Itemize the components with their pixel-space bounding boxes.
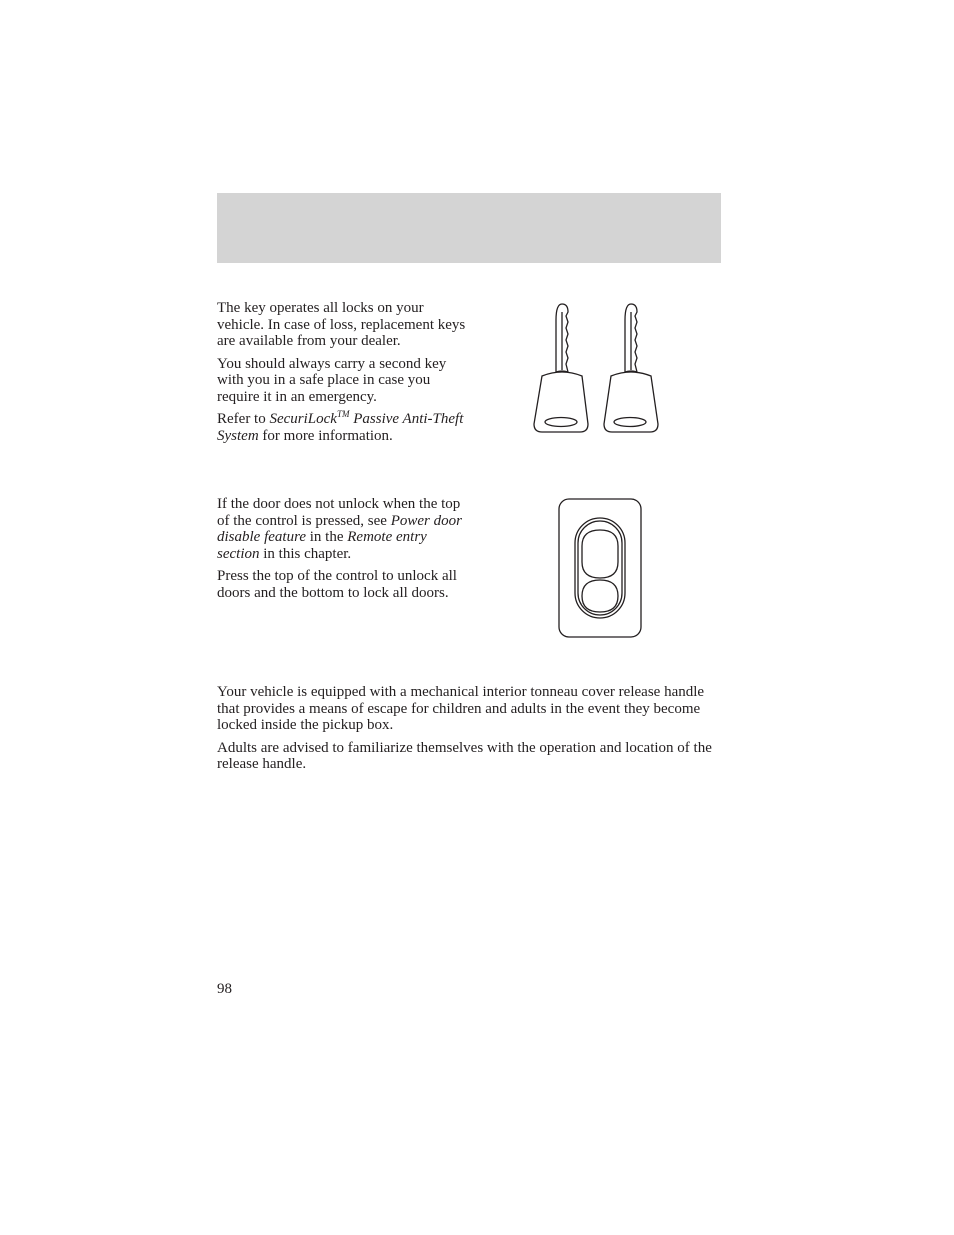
key-right-icon bbox=[604, 304, 658, 432]
lock-rocker-bottom bbox=[582, 580, 618, 612]
keys-paragraph-3 bbox=[217, 411, 472, 444]
keys-p3-prefix: Refer to bbox=[217, 411, 270, 427]
power-locks-section bbox=[217, 496, 472, 607]
power-door-disable-reference: Power door disable feature bbox=[217, 512, 462, 545]
keys-paragraph-2: You should always carry a second key with you in a safe place in case you require it in an emergency. bbox=[217, 355, 447, 405]
tonneau-paragraph-2: Adults are advised to familiarize themselves with the operation and location of the release handle. bbox=[217, 739, 712, 772]
switch-bezel bbox=[559, 499, 641, 637]
power-locks-paragraph-1: If the door does not unlock when the top of the control is pressed, see Power door disable feature in the Remote entry section in this chapter. bbox=[217, 496, 462, 562]
page-number: 98 bbox=[217, 981, 232, 997]
keys-p3-suffix: for more information. bbox=[258, 427, 393, 444]
ignition-keys-icon bbox=[528, 300, 668, 440]
securilock-reference: SecuriLock™ Passive Anti-Theft System bbox=[217, 409, 464, 444]
section-header-band bbox=[217, 193, 721, 263]
unlock-rocker-top bbox=[582, 530, 618, 578]
tonneau-section bbox=[217, 684, 723, 779]
power-locks-paragraph-2: Press the top of the control to unlock all doors and the bottom to lock all doors. bbox=[217, 568, 457, 601]
keys-paragraph-1: The key operates all locks on your vehicle. In case of loss, replacement keys are available from your dealer. bbox=[217, 300, 466, 349]
remote-entry-reference: Remote entry section bbox=[217, 529, 427, 562]
key-left-icon bbox=[534, 304, 588, 432]
keys-section bbox=[217, 300, 472, 450]
tonneau-paragraph-1: Your vehicle is equipped with a mechanical interior tonneau cover release handle that provides a means of escape for children and adults in the event they become locked inside the pickup box. bbox=[217, 684, 705, 733]
trademark-symbol: TM bbox=[336, 409, 350, 419]
power-door-lock-switch-icon bbox=[555, 496, 647, 642]
